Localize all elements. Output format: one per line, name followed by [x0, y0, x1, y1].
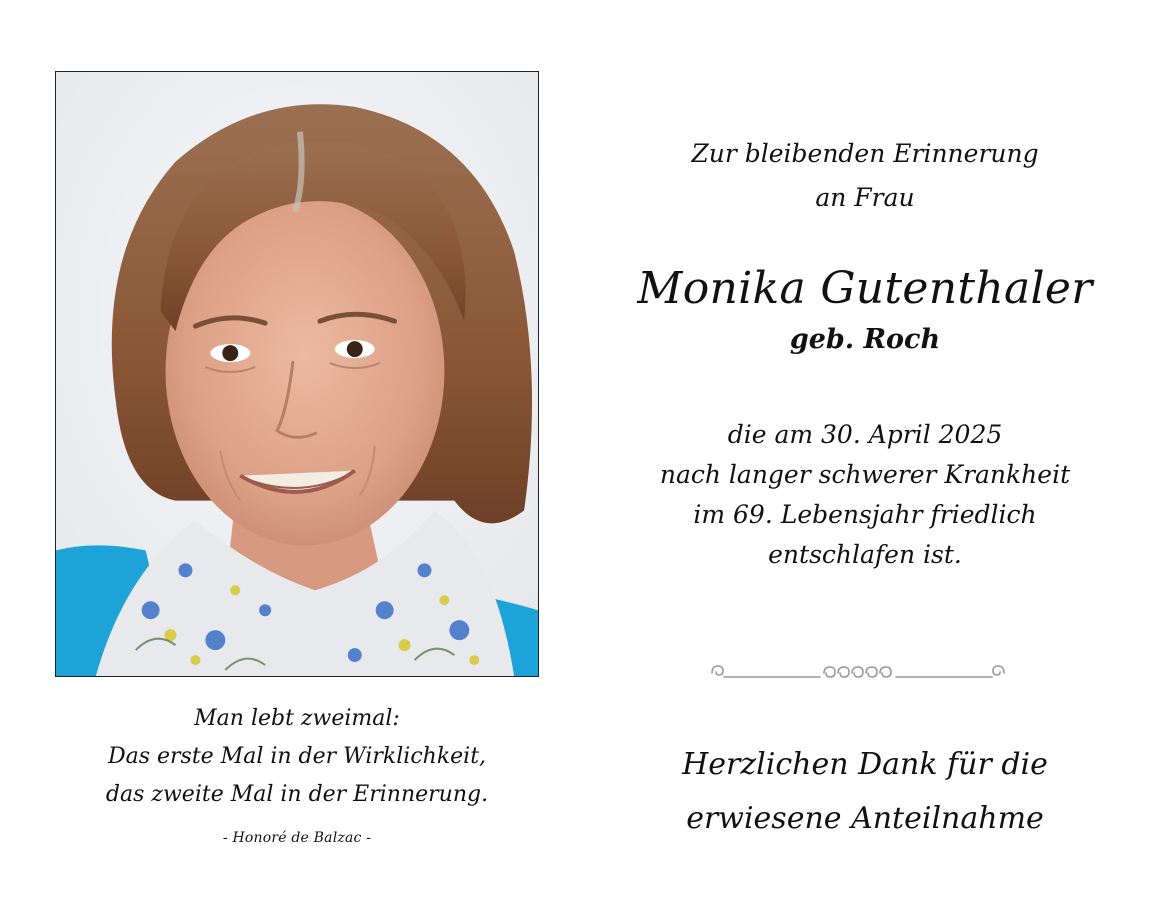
intro-text — [585, 132, 1145, 220]
death-line-2: nach langer schwerer Krankheit — [659, 460, 1071, 489]
portrait-photo — [55, 71, 539, 677]
death-notice — [585, 415, 1145, 575]
quote-author: - Honoré de Balzac - — [222, 830, 372, 846]
intro-line-2: an Frau — [815, 183, 915, 212]
thanks-text — [585, 738, 1145, 846]
death-line-4: entschlafen ist. — [768, 540, 962, 569]
quote-line-3: das zweite Mal in der Erinnerung. — [105, 782, 489, 807]
thanks-line-1: Herzlichen Dank für die — [682, 747, 1048, 782]
ornament-divider-svg — [708, 660, 1008, 686]
death-line-3: im 69. Lebensjahr friedlich — [693, 500, 1037, 529]
quote-line-2: Das erste Mal in der Wirklichkeit, — [107, 744, 487, 769]
quote-line-1: Man lebt zweimal: — [194, 706, 400, 731]
portrait-illustration — [56, 72, 538, 676]
quote-block — [55, 700, 539, 848]
ornament-divider-icon — [708, 660, 1008, 686]
thanks-line-2: erwiesene Anteilnahme — [686, 801, 1044, 836]
intro-line-1: Zur bleibenden Erinnerung — [691, 139, 1039, 168]
death-line-1: die am 30. April 2025 — [727, 420, 1003, 449]
deceased-name: Monika Gutenthaler — [637, 263, 1093, 314]
maiden-name: geb. Roch — [789, 324, 941, 355]
